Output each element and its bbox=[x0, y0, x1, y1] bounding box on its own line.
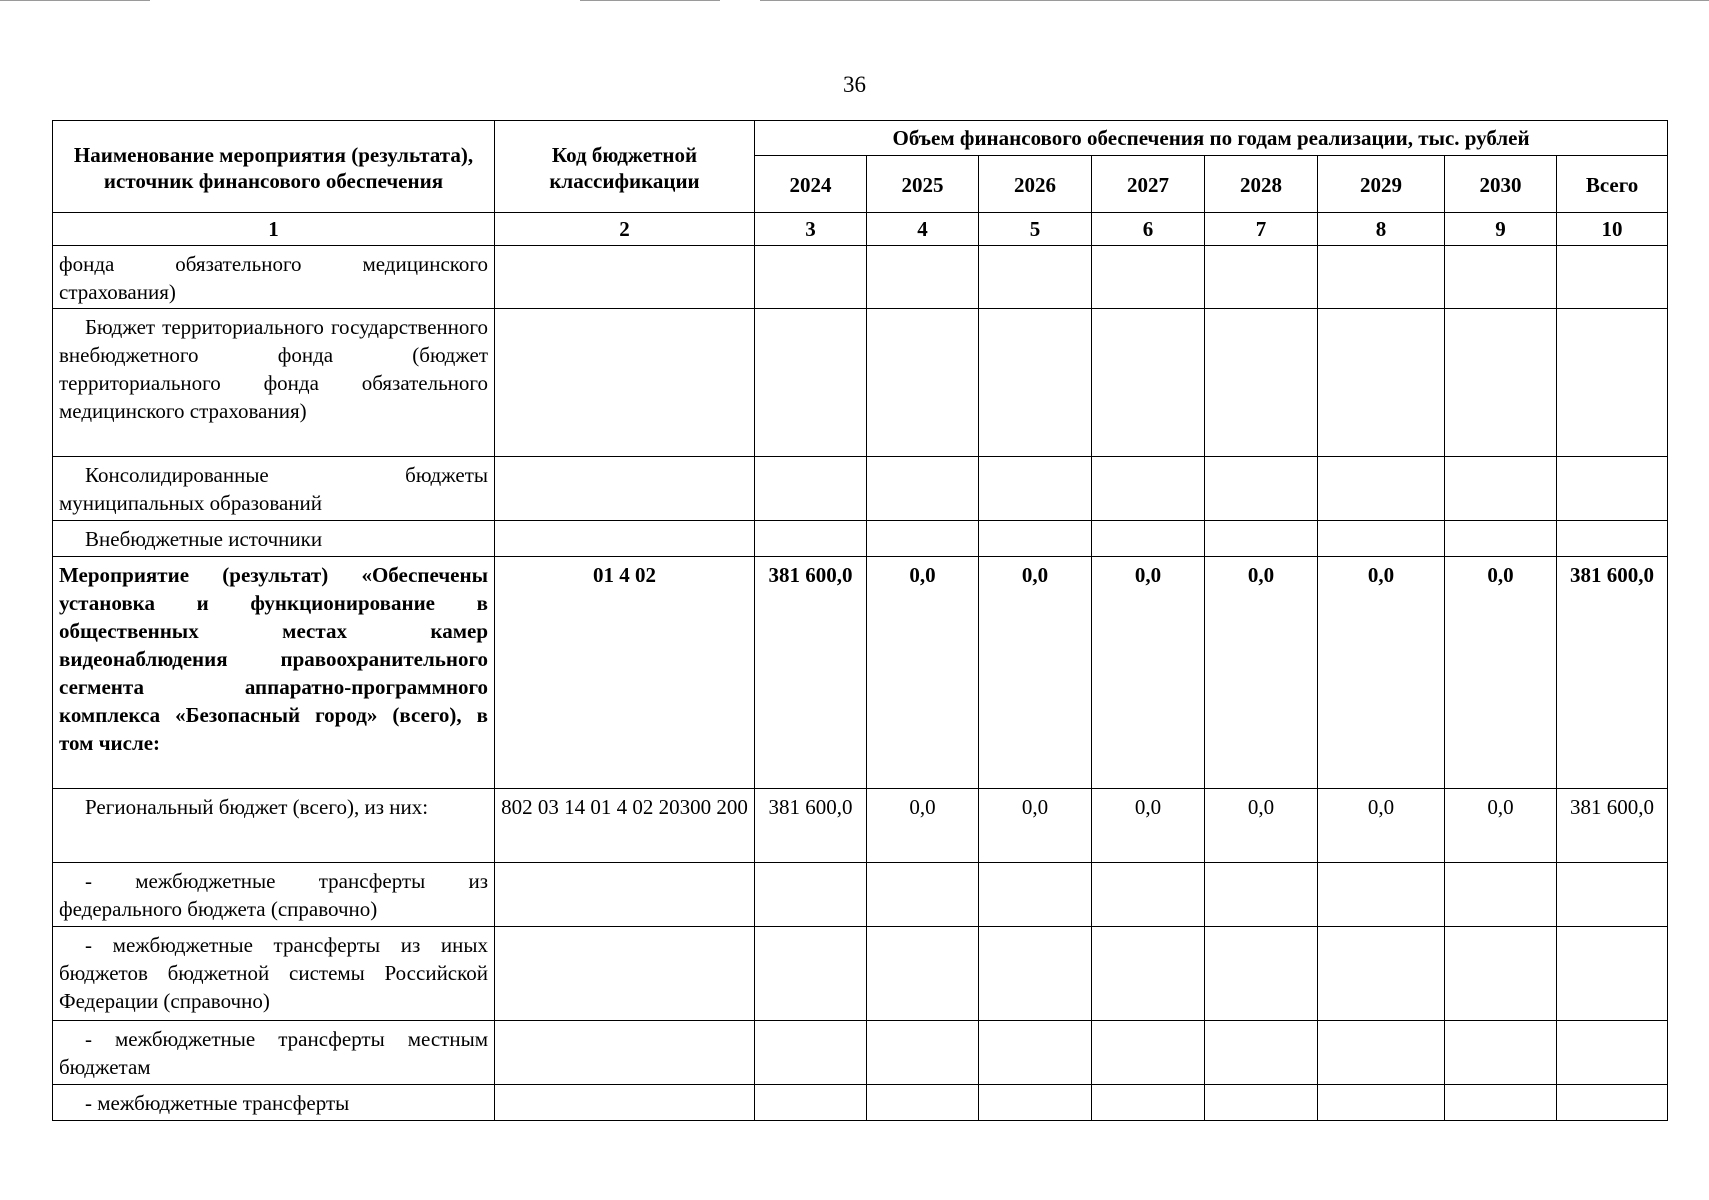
row-name: - межбюджетные трансферты местным бюджетам bbox=[53, 1021, 495, 1085]
row-total bbox=[1557, 309, 1668, 457]
table-row bbox=[53, 457, 1668, 521]
row-value bbox=[755, 521, 867, 557]
row-value bbox=[867, 1021, 979, 1085]
header-volume: Объем финансового обеспечения по годам реализации, тыс. рублей bbox=[755, 121, 1668, 156]
row-value bbox=[1445, 863, 1557, 927]
row-value: 0,0 bbox=[1092, 789, 1205, 863]
row-value bbox=[1205, 309, 1318, 457]
row-value bbox=[755, 1085, 867, 1121]
header-year: 2027 bbox=[1092, 156, 1205, 213]
row-code bbox=[495, 927, 755, 1021]
table-row bbox=[53, 863, 1668, 927]
column-number: 6 bbox=[1092, 213, 1205, 246]
row-value bbox=[1445, 927, 1557, 1021]
row-value bbox=[1092, 927, 1205, 1021]
row-value bbox=[1092, 863, 1205, 927]
row-value: 0,0 bbox=[1445, 557, 1557, 789]
row-name: Консолидированные бюджеты муниципальных образований bbox=[53, 457, 495, 521]
row-name: - межбюджетные трансферты из федерального бюджета (справочно) bbox=[53, 863, 495, 927]
row-value bbox=[1205, 1021, 1318, 1085]
row-value bbox=[1092, 1021, 1205, 1085]
row-value bbox=[979, 1085, 1092, 1121]
row-value bbox=[867, 246, 979, 309]
row-value bbox=[1445, 521, 1557, 557]
column-number-row bbox=[53, 213, 1668, 246]
row-value bbox=[1318, 246, 1445, 309]
row-value: 0,0 bbox=[979, 557, 1092, 789]
table-row bbox=[53, 557, 1668, 789]
row-value: 0,0 bbox=[867, 789, 979, 863]
row-value bbox=[1445, 1021, 1557, 1085]
row-value bbox=[979, 521, 1092, 557]
table-row bbox=[53, 1021, 1668, 1085]
row-value bbox=[1205, 1085, 1318, 1121]
row-value bbox=[1205, 457, 1318, 521]
row-value bbox=[1092, 1085, 1205, 1121]
table-row bbox=[53, 246, 1668, 309]
row-total: 381 600,0 bbox=[1557, 557, 1668, 789]
row-name: Региональный бюджет (всего), из них: bbox=[53, 789, 495, 863]
row-value: 381 600,0 bbox=[755, 789, 867, 863]
row-value bbox=[979, 863, 1092, 927]
row-total bbox=[1557, 1085, 1668, 1121]
column-number: 7 bbox=[1205, 213, 1318, 246]
table-row bbox=[53, 789, 1668, 863]
column-number: 8 bbox=[1318, 213, 1445, 246]
row-value: 0,0 bbox=[979, 789, 1092, 863]
header-year: 2029 bbox=[1318, 156, 1445, 213]
row-value bbox=[1205, 863, 1318, 927]
row-value bbox=[1092, 309, 1205, 457]
row-total bbox=[1557, 863, 1668, 927]
column-number: 1 bbox=[53, 213, 495, 246]
row-value: 0,0 bbox=[1318, 789, 1445, 863]
row-value bbox=[755, 927, 867, 1021]
row-value bbox=[755, 309, 867, 457]
row-value bbox=[1445, 1085, 1557, 1121]
scan-edge-line bbox=[760, 0, 1709, 1]
header-total: Всего bbox=[1557, 156, 1668, 213]
header-name: Наименование мероприятия (результата), источник финансового обеспечения bbox=[53, 121, 495, 213]
row-value: 0,0 bbox=[1205, 789, 1318, 863]
row-name: фонда обязательного медицинского страхования) bbox=[53, 246, 495, 309]
row-total bbox=[1557, 927, 1668, 1021]
row-value bbox=[755, 1021, 867, 1085]
column-number: 5 bbox=[979, 213, 1092, 246]
row-value bbox=[1445, 246, 1557, 309]
header-year: 2028 bbox=[1205, 156, 1318, 213]
row-value bbox=[979, 309, 1092, 457]
row-code bbox=[495, 863, 755, 927]
column-number: 4 bbox=[867, 213, 979, 246]
row-code: 802 03 14 01 4 02 20300 200 bbox=[495, 789, 755, 863]
row-value bbox=[1092, 521, 1205, 557]
row-name: - межбюджетные трансферты из иных бюджетов бюджетной системы Российской Федерации (справочно) bbox=[53, 927, 495, 1021]
row-name: Мероприятие (результат) «Обеспечены установка и функционирование в общественных местах камер видеонаблюдения правоохранительного сегмента аппаратно-программного комплекса «Безопасный город» (всего), в том числе: bbox=[53, 557, 495, 789]
row-value bbox=[755, 863, 867, 927]
row-value bbox=[979, 1021, 1092, 1085]
row-value bbox=[1205, 927, 1318, 1021]
row-value bbox=[1092, 246, 1205, 309]
row-value bbox=[1318, 927, 1445, 1021]
header-year: 2025 bbox=[867, 156, 979, 213]
column-number: 9 bbox=[1445, 213, 1557, 246]
scan-edge-line bbox=[580, 0, 720, 1]
row-value: 0,0 bbox=[1205, 557, 1318, 789]
row-value bbox=[867, 309, 979, 457]
column-number: 10 bbox=[1557, 213, 1668, 246]
row-value bbox=[755, 457, 867, 521]
row-value bbox=[1445, 457, 1557, 521]
row-value bbox=[867, 863, 979, 927]
row-value bbox=[867, 927, 979, 1021]
row-total: 381 600,0 bbox=[1557, 789, 1668, 863]
row-value bbox=[1318, 1085, 1445, 1121]
row-value bbox=[1318, 309, 1445, 457]
row-value: 0,0 bbox=[1445, 789, 1557, 863]
row-value: 381 600,0 bbox=[755, 557, 867, 789]
row-code bbox=[495, 457, 755, 521]
row-code bbox=[495, 309, 755, 457]
row-value bbox=[867, 1085, 979, 1121]
row-name: Бюджет территориального государственного внебюджетного фонда (бюджет территориального фонда обязательного медицинского страхования) bbox=[53, 309, 495, 457]
row-code bbox=[495, 1085, 755, 1121]
row-code bbox=[495, 1021, 755, 1085]
row-value bbox=[979, 927, 1092, 1021]
header-year: 2024 bbox=[755, 156, 867, 213]
row-value bbox=[1445, 309, 1557, 457]
row-value bbox=[867, 521, 979, 557]
row-value: 0,0 bbox=[1092, 557, 1205, 789]
row-total bbox=[1557, 246, 1668, 309]
row-value bbox=[979, 246, 1092, 309]
page-number: 36 bbox=[843, 72, 866, 97]
table-row bbox=[53, 521, 1668, 557]
row-value bbox=[1318, 457, 1445, 521]
row-value: 0,0 bbox=[1318, 557, 1445, 789]
column-number: 2 bbox=[495, 213, 755, 246]
table-row bbox=[53, 927, 1668, 1021]
financing-table bbox=[52, 120, 1668, 1121]
row-total bbox=[1557, 457, 1668, 521]
row-code: 01 4 02 bbox=[495, 557, 755, 789]
row-value bbox=[1318, 1021, 1445, 1085]
row-value bbox=[867, 457, 979, 521]
row-value bbox=[1205, 246, 1318, 309]
header-year: 2026 bbox=[979, 156, 1092, 213]
header-row-1 bbox=[53, 121, 1668, 156]
row-total bbox=[1557, 1021, 1668, 1085]
table-row bbox=[53, 1085, 1668, 1121]
row-name: Внебюджетные источники bbox=[53, 521, 495, 557]
column-number: 3 bbox=[755, 213, 867, 246]
row-code bbox=[495, 246, 755, 309]
row-name: - межбюджетные трансферты bbox=[53, 1085, 495, 1121]
row-value bbox=[1318, 863, 1445, 927]
row-value bbox=[979, 457, 1092, 521]
row-value bbox=[1205, 521, 1318, 557]
row-value: 0,0 bbox=[867, 557, 979, 789]
header-year: 2030 bbox=[1445, 156, 1557, 213]
header-code: Код бюджетной классификации bbox=[495, 121, 755, 213]
row-value bbox=[755, 246, 867, 309]
scan-edge-line bbox=[0, 0, 150, 1]
row-value bbox=[1092, 457, 1205, 521]
table-row bbox=[53, 309, 1668, 457]
row-value bbox=[1318, 521, 1445, 557]
row-total bbox=[1557, 521, 1668, 557]
row-code bbox=[495, 521, 755, 557]
